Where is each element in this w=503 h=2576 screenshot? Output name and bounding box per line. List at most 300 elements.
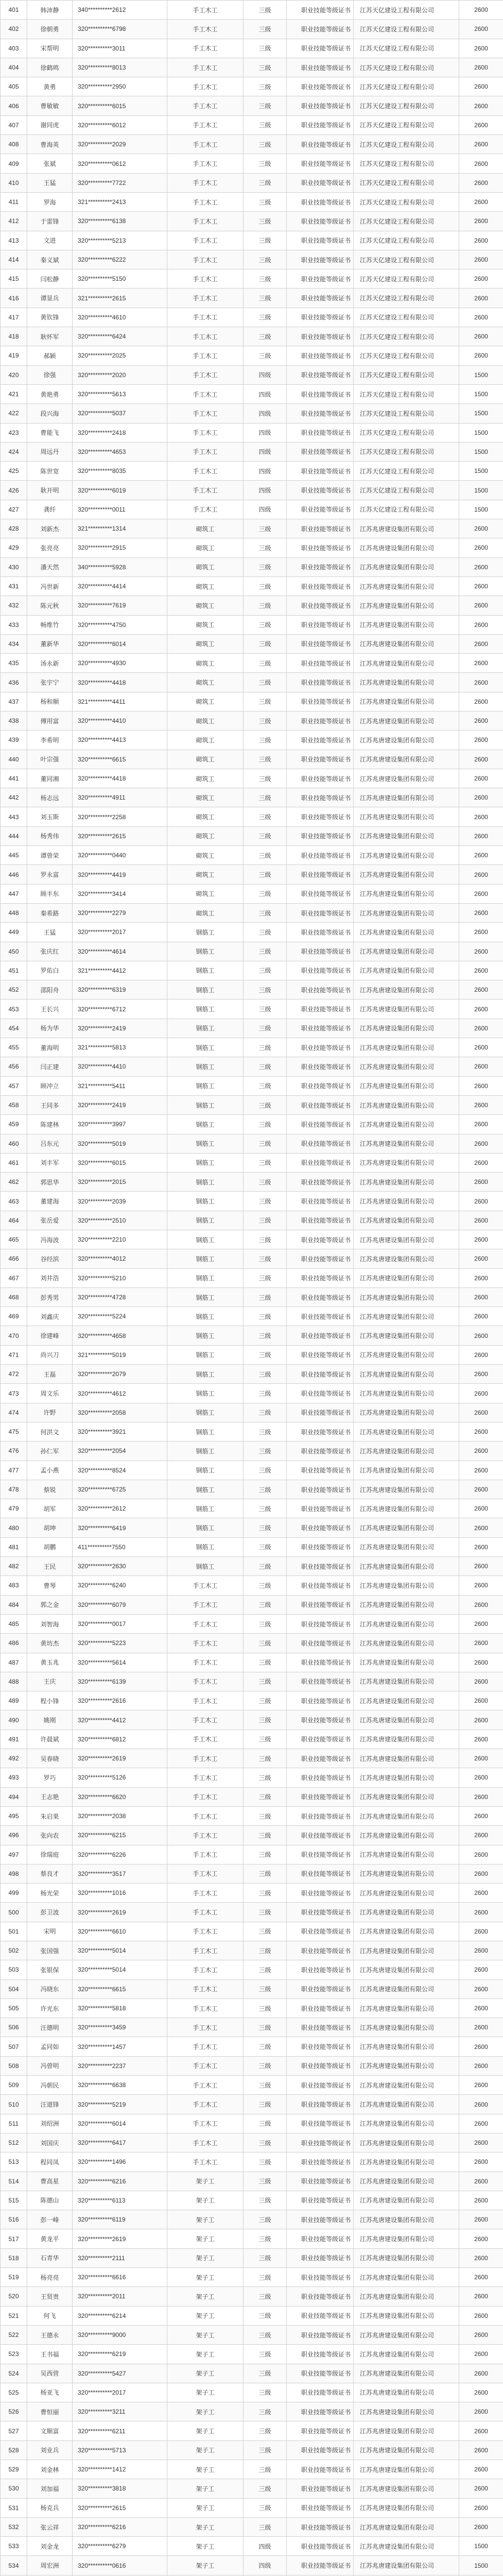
trade-cell: 手工木工 bbox=[167, 1691, 244, 1710]
id-number-cell: 321**********5019 bbox=[73, 1345, 167, 1364]
trade-cell: 手工木工 bbox=[167, 173, 244, 192]
trade-cell: 手工木工 bbox=[167, 384, 244, 403]
certificate-type-cell: 职业技能等级证书 bbox=[287, 77, 354, 96]
name-cell: 董同湘 bbox=[27, 769, 73, 788]
certificate-type-cell: 职业技能等级证书 bbox=[287, 1806, 354, 1825]
name-cell: 文顺富 bbox=[27, 2421, 73, 2441]
row-number-cell: 435 bbox=[1, 654, 27, 673]
name-cell: 杨亚飞 bbox=[27, 2383, 73, 2402]
certificate-type-cell: 职业技能等级证书 bbox=[287, 2460, 354, 2479]
level-cell: 三级 bbox=[244, 1634, 287, 1653]
level-cell: 四级 bbox=[244, 481, 287, 500]
level-cell: 三级 bbox=[244, 2037, 287, 2056]
amount-cell: 2600 bbox=[459, 1595, 503, 1614]
table-row bbox=[1, 250, 503, 269]
trade-cell: 手工木工 bbox=[167, 1614, 244, 1633]
trade-cell: 手工木工 bbox=[167, 250, 244, 269]
table-row bbox=[1, 615, 503, 634]
name-cell: 畅维竹 bbox=[27, 615, 73, 634]
trade-cell: 钢筋工 bbox=[167, 1345, 244, 1364]
organization-cell: 江苏天亿建设工程有限公司 bbox=[354, 154, 459, 173]
table-row bbox=[1, 2517, 503, 2536]
row-number-cell: 431 bbox=[1, 577, 27, 596]
table-row bbox=[1, 2537, 503, 2556]
name-cell: 曹恒丽 bbox=[27, 2402, 73, 2421]
trade-cell: 手工木工 bbox=[167, 481, 244, 500]
organization-cell: 江苏兆唐建设集团有限公司 bbox=[354, 538, 459, 557]
table-row bbox=[1, 1442, 503, 1461]
amount-cell: 2600 bbox=[459, 2210, 503, 2229]
name-cell: 邵阳舟 bbox=[27, 980, 73, 999]
amount-cell: 2600 bbox=[459, 1095, 503, 1114]
row-number-cell: 522 bbox=[1, 2325, 27, 2344]
trade-cell: 手工木工 bbox=[167, 192, 244, 211]
table-row bbox=[1, 346, 503, 365]
id-number-cell: 320**********4610 bbox=[73, 308, 167, 327]
trade-cell: 手工木工 bbox=[167, 212, 244, 231]
level-cell: 三级 bbox=[244, 634, 287, 653]
trade-cell: 手工木工 bbox=[167, 1941, 244, 1960]
table-row bbox=[1, 1038, 503, 1057]
organization-cell: 江苏兆唐建设集团有限公司 bbox=[354, 1672, 459, 1691]
row-number-cell: 504 bbox=[1, 1979, 27, 1998]
id-number-cell: 320**********4012 bbox=[73, 1249, 167, 1268]
trade-cell: 架子工 bbox=[167, 2479, 244, 2498]
trade-cell: 砌筑工 bbox=[167, 538, 244, 557]
name-cell: 宋明 bbox=[27, 1922, 73, 1941]
trade-cell: 架子工 bbox=[167, 2287, 244, 2306]
amount-cell: 2600 bbox=[459, 1499, 503, 1518]
organization-cell: 江苏天亿建设工程有限公司 bbox=[354, 365, 459, 384]
certificate-type-cell: 职业技能等级证书 bbox=[287, 2556, 354, 2575]
amount-cell: 2600 bbox=[459, 769, 503, 788]
name-cell: 李希明 bbox=[27, 731, 73, 750]
amount-cell: 2600 bbox=[459, 1230, 503, 1249]
row-number-cell: 438 bbox=[1, 711, 27, 730]
id-number-cell: 321**********2615 bbox=[73, 289, 167, 308]
table-row bbox=[1, 2056, 503, 2075]
level-cell: 三级 bbox=[244, 1614, 287, 1633]
name-cell: 尚兴刀 bbox=[27, 1345, 73, 1364]
trade-cell: 钢筋工 bbox=[167, 1326, 244, 1345]
table-row bbox=[1, 731, 503, 750]
name-cell: 冯海波 bbox=[27, 1230, 73, 1249]
table-row bbox=[1, 308, 503, 327]
amount-cell: 2600 bbox=[459, 1634, 503, 1653]
trade-cell: 钢筋工 bbox=[167, 1211, 244, 1230]
table-row bbox=[1, 192, 503, 211]
level-cell: 三级 bbox=[244, 1095, 287, 1114]
amount-cell: 2600 bbox=[459, 2383, 503, 2402]
organization-cell: 江苏兆唐建设集团有限公司 bbox=[354, 1806, 459, 1825]
name-cell: 曹高星 bbox=[27, 2172, 73, 2191]
trade-cell: 钢筋工 bbox=[167, 1422, 244, 1441]
certificate-type-cell: 职业技能等级证书 bbox=[287, 673, 354, 692]
organization-cell: 江苏兆唐建设集团有限公司 bbox=[354, 826, 459, 845]
table-row bbox=[1, 2364, 503, 2383]
amount-cell: 2600 bbox=[459, 2153, 503, 2172]
table-row bbox=[1, 1768, 503, 1787]
level-cell: 三级 bbox=[244, 154, 287, 173]
amount-cell: 2600 bbox=[459, 1710, 503, 1730]
name-cell: 冯晓东 bbox=[27, 1979, 73, 1998]
certificate-type-cell: 职业技能等级证书 bbox=[287, 20, 354, 39]
amount-cell: 2600 bbox=[459, 1365, 503, 1384]
organization-cell: 江苏天亿建设工程有限公司 bbox=[354, 442, 459, 461]
name-cell: 黄龙平 bbox=[27, 2229, 73, 2248]
name-cell: 张银保 bbox=[27, 1960, 73, 1979]
organization-cell: 江苏天亿建设工程有限公司 bbox=[354, 481, 459, 500]
organization-cell: 江苏兆唐建设集团有限公司 bbox=[354, 1095, 459, 1114]
organization-cell: 江苏兆唐建设集团有限公司 bbox=[354, 1634, 459, 1653]
trade-cell: 钢筋工 bbox=[167, 1537, 244, 1556]
id-number-cell: 320**********4653 bbox=[73, 442, 167, 461]
id-number-cell: 411**********7550 bbox=[73, 1537, 167, 1556]
organization-cell: 江苏兆唐建设集团有限公司 bbox=[354, 769, 459, 788]
organization-cell: 江苏兆唐建设集团有限公司 bbox=[354, 1768, 459, 1787]
level-cell: 三级 bbox=[244, 2229, 287, 2248]
amount-cell: 2600 bbox=[459, 1442, 503, 1461]
id-number-cell: 320**********2619 bbox=[73, 2229, 167, 2248]
organization-cell: 江苏兆唐建设集团有限公司 bbox=[354, 1422, 459, 1441]
trade-cell: 架子工 bbox=[167, 2191, 244, 2210]
table-row bbox=[1, 462, 503, 481]
trade-cell: 钢筋工 bbox=[167, 1019, 244, 1038]
certificate-type-cell: 职业技能等级证书 bbox=[287, 423, 354, 442]
organization-cell: 江苏兆唐建设集团有限公司 bbox=[354, 884, 459, 903]
trade-cell: 砌筑工 bbox=[167, 769, 244, 788]
organization-cell: 江苏兆唐建设集团有限公司 bbox=[354, 1499, 459, 1518]
certificate-type-cell: 职业技能等级证书 bbox=[287, 250, 354, 269]
organization-cell: 江苏天亿建设工程有限公司 bbox=[354, 462, 459, 481]
certificate-type-cell: 职业技能等级证书 bbox=[287, 2056, 354, 2075]
amount-cell: 2600 bbox=[459, 1845, 503, 1864]
level-cell: 三级 bbox=[244, 1998, 287, 2018]
trade-cell: 手工木工 bbox=[167, 1730, 244, 1749]
id-number-cell: 321**********4411 bbox=[73, 692, 167, 711]
level-cell: 三级 bbox=[244, 1979, 287, 1998]
amount-cell: 2600 bbox=[459, 788, 503, 807]
amount-cell: 2600 bbox=[459, 1941, 503, 1960]
row-number-cell: 433 bbox=[1, 615, 27, 634]
row-number-cell: 482 bbox=[1, 1557, 27, 1576]
certificate-type-cell: 职业技能等级证书 bbox=[287, 1884, 354, 1903]
organization-cell: 江苏兆唐建设集团有限公司 bbox=[354, 1057, 459, 1076]
name-cell: 程同凤 bbox=[27, 2153, 73, 2172]
trade-cell: 钢筋工 bbox=[167, 1268, 244, 1287]
level-cell: 三级 bbox=[244, 1115, 287, 1134]
trade-cell: 钢筋工 bbox=[167, 1115, 244, 1134]
level-cell: 三级 bbox=[244, 577, 287, 596]
trade-cell: 手工木工 bbox=[167, 1672, 244, 1691]
organization-cell: 江苏兆唐建设集团有限公司 bbox=[354, 731, 459, 750]
amount-cell: 2600 bbox=[459, 1307, 503, 1326]
organization-cell: 江苏兆唐建设集团有限公司 bbox=[354, 903, 459, 922]
name-cell: 胡军 bbox=[27, 1499, 73, 1518]
level-cell: 三级 bbox=[244, 231, 287, 250]
certificate-type-cell: 职业技能等级证书 bbox=[287, 1115, 354, 1134]
organization-cell: 江苏兆唐建设集团有限公司 bbox=[354, 577, 459, 596]
table-row bbox=[1, 481, 503, 500]
level-cell: 三级 bbox=[244, 1480, 287, 1499]
table-row bbox=[1, 519, 503, 538]
certificate-type-cell: 职业技能等级证书 bbox=[287, 192, 354, 211]
level-cell: 三级 bbox=[244, 1730, 287, 1749]
table-row bbox=[1, 1345, 503, 1364]
name-cell: 周宏洲 bbox=[27, 2556, 73, 2575]
certificate-type-cell: 职业技能等级证书 bbox=[287, 596, 354, 615]
trade-cell: 手工木工 bbox=[167, 1806, 244, 1825]
name-cell: 张国强 bbox=[27, 1941, 73, 1960]
id-number-cell: 320**********4930 bbox=[73, 654, 167, 673]
amount-cell: 2600 bbox=[459, 596, 503, 615]
row-number-cell: 447 bbox=[1, 884, 27, 903]
amount-cell: 2600 bbox=[459, 577, 503, 596]
organization-cell: 江苏兆唐建设集团有限公司 bbox=[354, 1230, 459, 1249]
organization-cell: 江苏兆唐建设集团有限公司 bbox=[354, 2095, 459, 2114]
id-number-cell: 320**********2279 bbox=[73, 903, 167, 922]
organization-cell: 江苏天亿建设工程有限公司 bbox=[354, 192, 459, 211]
row-number-cell: 476 bbox=[1, 1442, 27, 1461]
certificate-type-cell: 职业技能等级证书 bbox=[287, 1826, 354, 1845]
certificate-type-cell: 职业技能等级证书 bbox=[287, 923, 354, 942]
amount-cell: 2600 bbox=[459, 96, 503, 115]
organization-cell: 江苏兆唐建设集团有限公司 bbox=[354, 692, 459, 711]
table-row bbox=[1, 1903, 503, 1922]
name-cell: 张庆红 bbox=[27, 942, 73, 961]
certificate-type-cell: 职业技能等级证书 bbox=[287, 731, 354, 750]
table-row bbox=[1, 2287, 503, 2306]
name-cell: 陈建林 bbox=[27, 1115, 73, 1134]
id-number-cell: 320**********6424 bbox=[73, 327, 167, 346]
amount-cell: 2600 bbox=[459, 923, 503, 942]
id-number-cell: 320**********9000 bbox=[73, 2325, 167, 2344]
table-row bbox=[1, 2498, 503, 2517]
name-cell: 潘天然 bbox=[27, 557, 73, 577]
trade-cell: 钢筋工 bbox=[167, 1057, 244, 1076]
level-cell: 三级 bbox=[244, 884, 287, 903]
name-cell: 许晨斌 bbox=[27, 1730, 73, 1749]
row-number-cell: 425 bbox=[1, 462, 27, 481]
amount-cell: 2600 bbox=[459, 1268, 503, 1287]
level-cell: 三级 bbox=[244, 846, 287, 865]
organization-cell: 江苏兆唐建设集团有限公司 bbox=[354, 2133, 459, 2152]
table-row bbox=[1, 1826, 503, 1845]
table-row bbox=[1, 2018, 503, 2037]
certificate-type-cell: 职业技能等级证书 bbox=[287, 173, 354, 192]
organization-cell: 江苏兆唐建设集团有限公司 bbox=[354, 1345, 459, 1364]
organization-cell: 江苏兆唐建设集团有限公司 bbox=[354, 1480, 459, 1499]
row-number-cell: 411 bbox=[1, 192, 27, 211]
table-row bbox=[1, 577, 503, 596]
id-number-cell: 320**********0612 bbox=[73, 154, 167, 173]
amount-cell: 2600 bbox=[459, 2133, 503, 2152]
name-cell: 黄玉兆 bbox=[27, 1653, 73, 1672]
level-cell: 三级 bbox=[244, 2268, 287, 2287]
organization-cell: 江苏兆唐建设集团有限公司 bbox=[354, 2421, 459, 2441]
level-cell: 三级 bbox=[244, 1384, 287, 1403]
row-number-cell: 428 bbox=[1, 519, 27, 538]
row-number-cell: 453 bbox=[1, 999, 27, 1019]
organization-cell: 江苏兆唐建设集团有限公司 bbox=[354, 1537, 459, 1556]
trade-cell: 手工木工 bbox=[167, 58, 244, 77]
name-cell: 曹能飞 bbox=[27, 423, 73, 442]
name-cell: 石青华 bbox=[27, 2248, 73, 2267]
certificate-type-cell: 职业技能等级证书 bbox=[287, 1960, 354, 1979]
id-number-cell: 320**********2612 bbox=[73, 1499, 167, 1518]
amount-cell: 2600 bbox=[459, 1345, 503, 1364]
id-number-cell: 320**********5014 bbox=[73, 1960, 167, 1979]
id-number-cell: 320**********6712 bbox=[73, 999, 167, 1019]
level-cell: 三级 bbox=[244, 826, 287, 845]
trade-cell: 手工木工 bbox=[167, 404, 244, 423]
amount-cell: 1500 bbox=[459, 462, 503, 481]
table-row bbox=[1, 1019, 503, 1038]
row-number-cell: 506 bbox=[1, 2018, 27, 2037]
trade-cell: 钢筋工 bbox=[167, 1442, 244, 1461]
amount-cell: 2600 bbox=[459, 2460, 503, 2479]
id-number-cell: 320**********0011 bbox=[73, 500, 167, 519]
table-row bbox=[1, 673, 503, 692]
trade-cell: 砌筑工 bbox=[167, 634, 244, 653]
certificate-type-cell: 职业技能等级证书 bbox=[287, 2153, 354, 2172]
organization-cell: 江苏兆唐建设集团有限公司 bbox=[354, 1614, 459, 1633]
level-cell: 三级 bbox=[244, 2153, 287, 2172]
certificate-type-cell: 职业技能等级证书 bbox=[287, 327, 354, 346]
amount-cell: 2600 bbox=[459, 519, 503, 538]
amount-cell: 2600 bbox=[459, 1403, 503, 1422]
organization-cell: 江苏兆唐建设集团有限公司 bbox=[354, 2037, 459, 2056]
amount-cell: 2600 bbox=[459, 538, 503, 557]
certificate-type-cell: 职业技能等级证书 bbox=[287, 750, 354, 769]
id-number-cell: 320**********5213 bbox=[73, 231, 167, 250]
level-cell: 三级 bbox=[244, 2114, 287, 2133]
organization-cell: 江苏兆唐建设集团有限公司 bbox=[354, 2172, 459, 2191]
id-number-cell: 320**********2025 bbox=[73, 346, 167, 365]
amount-cell: 2600 bbox=[459, 807, 503, 826]
table-row bbox=[1, 1422, 503, 1441]
row-number-cell: 477 bbox=[1, 1461, 27, 1480]
organization-cell: 江苏兆唐建设集团有限公司 bbox=[354, 1826, 459, 1845]
certificate-type-cell: 职业技能等级证书 bbox=[287, 1691, 354, 1710]
row-number-cell: 468 bbox=[1, 1287, 27, 1307]
trade-cell: 手工木工 bbox=[167, 2114, 244, 2133]
id-number-cell: 320**********8013 bbox=[73, 58, 167, 77]
row-number-cell: 497 bbox=[1, 1845, 27, 1864]
organization-cell: 江苏兆唐建设集团有限公司 bbox=[354, 1403, 459, 1422]
trade-cell: 钢筋工 bbox=[167, 1480, 244, 1499]
trade-cell: 钢筋工 bbox=[167, 1307, 244, 1326]
trade-cell: 钢筋工 bbox=[167, 1153, 244, 1172]
organization-cell: 江苏兆唐建设集团有限公司 bbox=[354, 2153, 459, 2172]
amount-cell: 2600 bbox=[459, 115, 503, 134]
level-cell: 三级 bbox=[244, 1845, 287, 1864]
trade-cell: 砌筑工 bbox=[167, 711, 244, 730]
organization-cell: 江苏兆唐建设集团有限公司 bbox=[354, 1076, 459, 1095]
certificate-type-cell: 职业技能等级证书 bbox=[287, 519, 354, 538]
table-row bbox=[1, 1076, 503, 1095]
table-row bbox=[1, 115, 503, 134]
table-row bbox=[1, 961, 503, 980]
level-cell: 三级 bbox=[244, 2306, 287, 2325]
table-row bbox=[1, 1518, 503, 1537]
amount-cell: 2600 bbox=[459, 2421, 503, 2441]
id-number-cell: 340**********5928 bbox=[73, 557, 167, 577]
name-cell: 韩沛静 bbox=[27, 1, 73, 20]
organization-cell: 江苏兆唐建设集团有限公司 bbox=[354, 2402, 459, 2421]
row-number-cell: 472 bbox=[1, 1365, 27, 1384]
id-number-cell: 320**********4418 bbox=[73, 769, 167, 788]
organization-cell: 江苏兆唐建设集团有限公司 bbox=[354, 2460, 459, 2479]
organization-cell: 江苏兆唐建设集团有限公司 bbox=[354, 1384, 459, 1403]
level-cell: 四级 bbox=[244, 2537, 287, 2556]
name-cell: 刘井浩 bbox=[27, 1268, 73, 1287]
row-number-cell: 483 bbox=[1, 1576, 27, 1595]
trade-cell: 砌筑工 bbox=[167, 826, 244, 845]
row-number-cell: 481 bbox=[1, 1537, 27, 1556]
name-cell: 耿开明 bbox=[27, 481, 73, 500]
row-number-cell: 401 bbox=[1, 1, 27, 20]
certificate-type-cell: 职业技能等级证书 bbox=[287, 39, 354, 58]
table-row bbox=[1, 1749, 503, 1768]
level-cell: 三级 bbox=[244, 2210, 287, 2229]
row-number-cell: 460 bbox=[1, 1134, 27, 1153]
certificate-type-cell: 职业技能等级证书 bbox=[287, 2076, 354, 2095]
id-number-cell: 321**********4412 bbox=[73, 961, 167, 980]
trade-cell: 砌筑工 bbox=[167, 731, 244, 750]
id-number-cell: 320**********3921 bbox=[73, 1422, 167, 1441]
certificate-type-cell: 职业技能等级证书 bbox=[287, 615, 354, 634]
level-cell: 三级 bbox=[244, 1134, 287, 1153]
level-cell: 三级 bbox=[244, 2056, 287, 2075]
name-cell: 宋帮明 bbox=[27, 39, 73, 58]
level-cell: 三级 bbox=[244, 1, 287, 20]
id-number-cell: 320**********5126 bbox=[73, 1768, 167, 1787]
amount-cell: 2600 bbox=[459, 1461, 503, 1480]
level-cell: 三级 bbox=[244, 1076, 287, 1095]
trade-cell: 手工木工 bbox=[167, 1998, 244, 2018]
row-number-cell: 407 bbox=[1, 115, 27, 134]
id-number-cell: 320**********1016 bbox=[73, 1884, 167, 1903]
row-number-cell: 508 bbox=[1, 2056, 27, 2075]
name-cell: 黄钦锋 bbox=[27, 308, 73, 327]
row-number-cell: 430 bbox=[1, 557, 27, 577]
certificate-type-cell: 职业技能等级证书 bbox=[287, 2191, 354, 2210]
table-row bbox=[1, 1710, 503, 1730]
certificate-type-cell: 职业技能等级证书 bbox=[287, 1979, 354, 1998]
certificate-type-cell: 职业技能等级证书 bbox=[287, 1672, 354, 1691]
name-cell: 王民 bbox=[27, 1557, 73, 1576]
organization-cell: 江苏兆唐建设集团有限公司 bbox=[354, 1653, 459, 1672]
level-cell: 三级 bbox=[244, 788, 287, 807]
trade-cell: 手工木工 bbox=[167, 308, 244, 327]
organization-cell: 江苏兆唐建设集团有限公司 bbox=[354, 1787, 459, 1806]
name-cell: 刘玉斯 bbox=[27, 807, 73, 826]
certificate-type-cell: 职业技能等级证书 bbox=[287, 308, 354, 327]
id-number-cell: 320**********2510 bbox=[73, 1211, 167, 1230]
certificate-type-cell: 职业技能等级证书 bbox=[287, 788, 354, 807]
organization-cell: 江苏兆唐建设集团有限公司 bbox=[354, 1710, 459, 1730]
row-number-cell: 426 bbox=[1, 481, 27, 500]
name-cell: 吴春晓 bbox=[27, 1749, 73, 1768]
certificate-type-cell: 职业技能等级证书 bbox=[287, 557, 354, 577]
amount-cell: 2600 bbox=[459, 615, 503, 634]
amount-cell: 2600 bbox=[459, 173, 503, 192]
level-cell: 三级 bbox=[244, 942, 287, 961]
amount-cell: 2600 bbox=[459, 77, 503, 96]
level-cell: 三级 bbox=[244, 1576, 287, 1595]
table-row bbox=[1, 1614, 503, 1633]
